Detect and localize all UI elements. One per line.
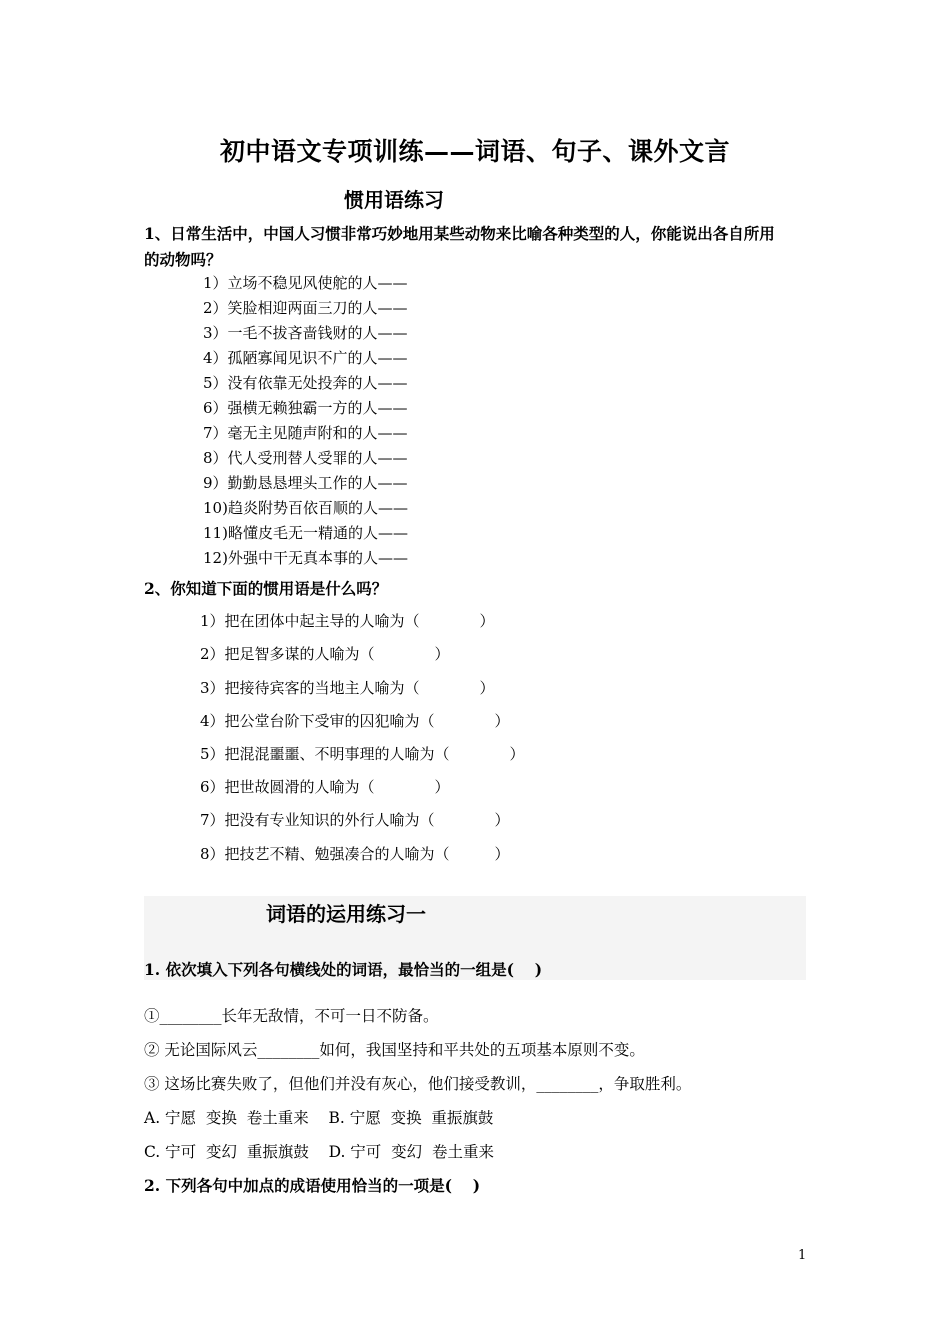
q1-item: 10)趋炎附势百依百顺的人—— [203, 499, 408, 517]
sentence-3: ③ 这场比赛失败了，但他们并没有灰心，他们接受教训，________，争取胜利。 [144, 1075, 692, 1093]
options-ab: A. 宁愿 变换 卷土重来 B. 宁愿 变换 重振旗鼓 [144, 1109, 494, 1127]
q2-item: 6）把世故圆滑的人喻为（ ） [200, 778, 450, 796]
word-usage-question-2: 2. 下列各句中加点的成语使用恰当的一项是( ) [144, 1176, 481, 1195]
q1-item: 4）孤陋寡闻见识不广的人—— [203, 349, 408, 367]
q2-item: 5）把混混噩噩、不明事理的人喻为（ ） [200, 745, 525, 763]
q2-item: 4）把公堂台阶下受审的囚犯喻为（ ） [200, 712, 510, 730]
document-title: 初中语文专项训练——词语、句子、课外文言 [219, 137, 730, 166]
q2-item: 3）把接待宾客的当地主人喻为（ ） [200, 679, 495, 697]
q2-item: 1）把在团体中起主导的人喻为（ ） [200, 612, 495, 630]
sentence-1: ①________长年无敌情，不可一日不防备。 [144, 1007, 439, 1025]
options-cd: C. 宁可 变幻 重振旗鼓 D. 宁可 变幻 卷土重来 [144, 1143, 495, 1161]
page-number: 1 [798, 1248, 807, 1263]
section-heading-idioms: 惯用语练习 [344, 188, 444, 212]
q2-item: 2）把足智多谋的人喻为（ ） [200, 645, 450, 663]
word-usage-question-1: 1. 依次填入下列各句横线处的词语，最恰当的一组是( ) [144, 960, 543, 979]
q2-item: 8）把技艺不精、勉强凑合的人喻为（ ） [200, 845, 510, 863]
q1-item: 7）毫无主见随声附和的人—— [203, 424, 408, 442]
section-heading-word-usage: 词语的运用练习一 [266, 902, 426, 926]
q1-item: 11)略懂皮毛无一精通的人—— [203, 524, 408, 542]
q1-item: 1）立场不稳见风使舵的人—— [203, 274, 408, 292]
q1-item: 9）勤勤恳恳埋头工作的人—— [203, 474, 408, 492]
q1-item: 2）笑脸相迎两面三刀的人—— [203, 299, 408, 317]
question-1-line-2: 的动物吗？ [144, 250, 222, 269]
sentence-2: ② 无论国际风云________如何，我国坚持和平共处的五项基本原则不变。 [144, 1041, 645, 1059]
question-2: 2、你知道下面的惯用语是什么吗？ [144, 579, 388, 598]
q1-item: 6）强横无赖独霸一方的人—— [203, 399, 408, 417]
q1-item: 12)外强中干无真本事的人—— [203, 549, 408, 567]
q1-item: 5）没有依靠无处投奔的人—— [203, 374, 408, 392]
q1-item: 8）代人受刑替人受罪的人—— [203, 449, 408, 467]
q2-item: 7）把没有专业知识的外行人喻为（ ） [200, 811, 510, 829]
q1-item: 3）一毛不拔吝啬钱财的人—— [203, 324, 408, 342]
question-1-line-1: 1、日常生活中，中国人习惯非常巧妙地用某些动物来比喻各种类型的人，你能说出各自所用 [144, 224, 775, 243]
